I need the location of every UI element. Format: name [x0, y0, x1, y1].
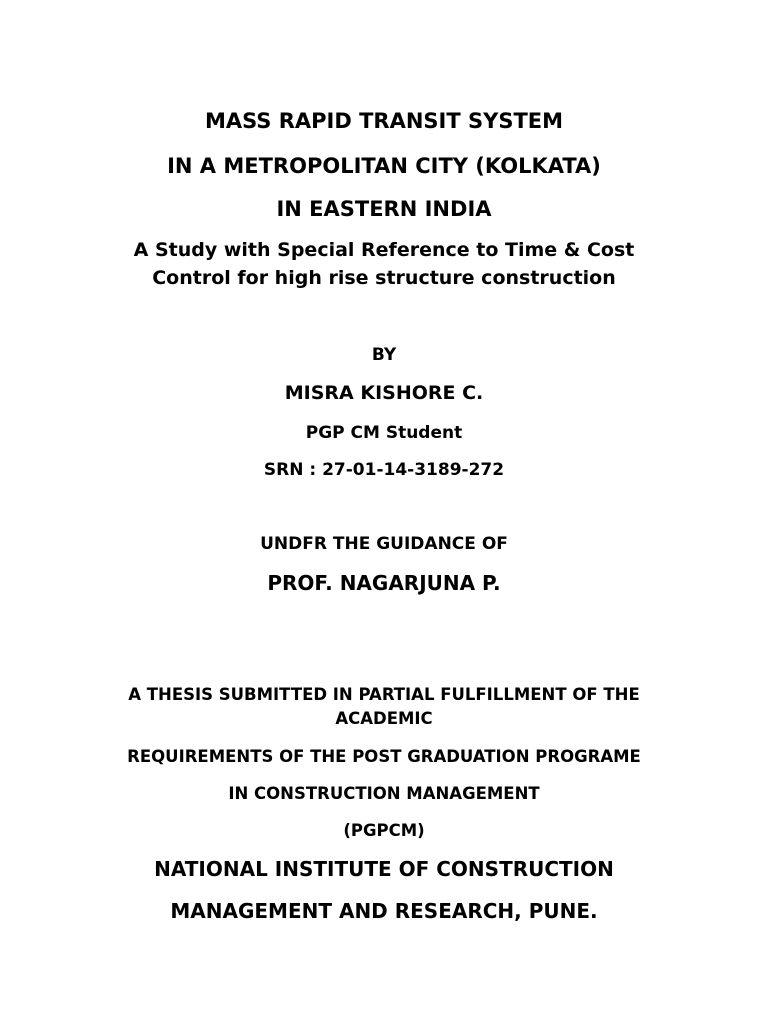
institute-line-2: MANAGEMENT AND RESEARCH, PUNE. [170, 899, 598, 923]
submission-line-4: IN CONSTRUCTION MANAGEMENT [228, 784, 540, 803]
institute-line-1: NATIONAL INSTITUTE OF CONSTRUCTION [154, 857, 614, 881]
title-line-2: IN A METROPOLITAN CITY (KOLKATA) [167, 154, 601, 178]
submission-line-1: A THESIS SUBMITTED IN PARTIAL FULFILLMENT OF THE [128, 685, 640, 704]
title-line-3: IN EASTERN INDIA [276, 197, 492, 221]
submission-line-5: (PGPCM) [343, 821, 425, 840]
subtitle-line-1: A Study with Special Reference to Time & Cost [133, 239, 635, 261]
author-role: PGP CM Student [305, 423, 463, 443]
title-line-1: MASS RAPID TRANSIT SYSTEM [204, 109, 564, 133]
submission-line-3: REQUIREMENTS OF THE POST GRADUATION PROGRAME [127, 747, 641, 766]
author-name: MISRA KISHORE C. [284, 382, 484, 404]
subtitle-line-2: Control for high rise structure construction [152, 267, 616, 289]
guide-name: PROF. NAGARJUNA P. [267, 571, 501, 595]
by-label: BY [371, 345, 397, 365]
submission-line-2: ACADEMIC [335, 709, 433, 728]
guidance-label: UNDFR THE GUIDANCE OF [260, 534, 508, 554]
author-srn: SRN : 27-01-14-3189-272 [263, 460, 505, 480]
